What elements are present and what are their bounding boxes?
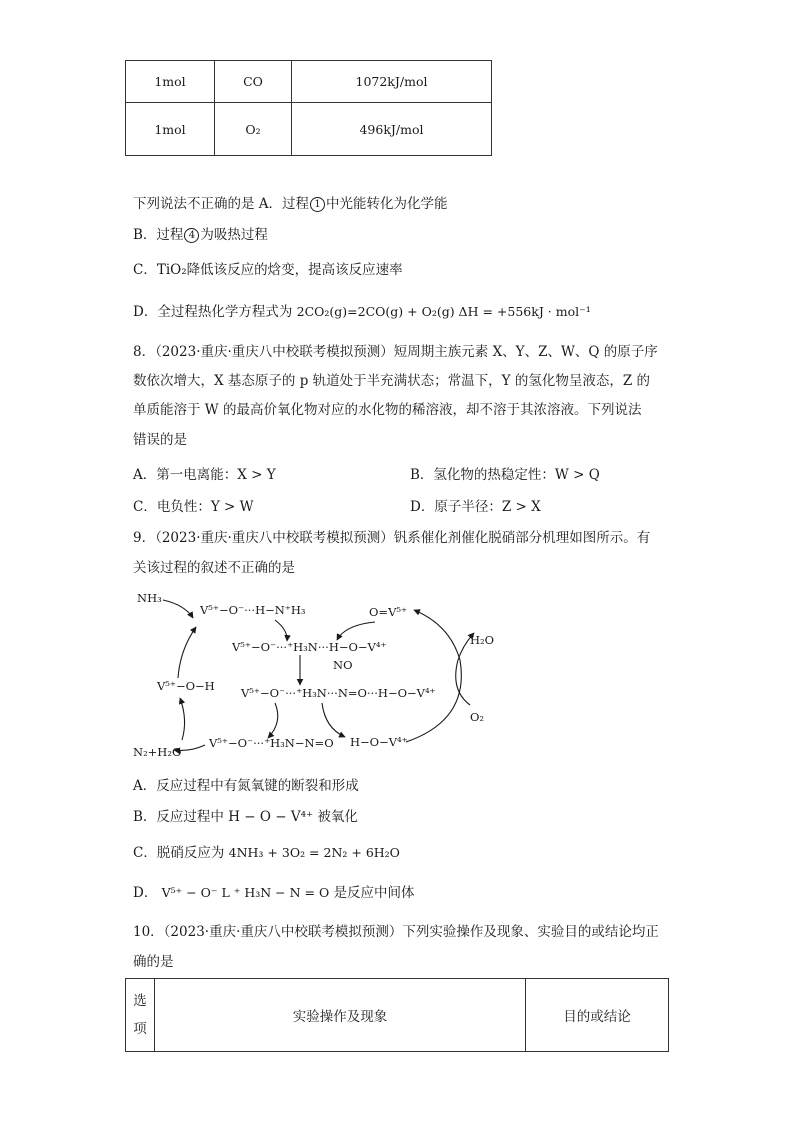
label-nh3: NH₃ <box>137 591 162 605</box>
label-h2o: H₂O <box>470 633 495 647</box>
cell-energy: 496kJ/mol <box>292 103 492 156</box>
q9-option-b: B．反应过程中 H − O − V⁴⁺ 被氧化 <box>133 809 358 825</box>
q8-option-a: A．第一电离能：X > Y <box>133 467 276 483</box>
q10-stem-line-1: 10．（2023·重庆·重庆八中校联考模拟预测）下列实验操作及现象、实验目的或结论均正 <box>133 924 659 940</box>
label-ov: O=V⁵⁺ <box>369 605 408 619</box>
q9-option-c-formula: 4NH₃ + 3O₂ = 2N₂ + 6H₂O <box>228 845 400 860</box>
label-state-1: V⁵⁺−O⁻···H−N⁺H₃ <box>200 603 306 617</box>
cell-amount: 1mol <box>126 103 215 156</box>
header-result: 目的或结论 <box>526 979 669 1052</box>
label-hov: H−O−V⁴⁺ <box>350 735 408 749</box>
label-voh: V⁵⁺−O−H <box>157 679 215 693</box>
q7-option-a-suffix: 中光能转化为化学能 <box>326 196 448 212</box>
label-o2: O₂ <box>470 710 485 724</box>
q9-option-a: A．反应过程中有氮氧键的断裂和形成 <box>133 778 359 794</box>
q8-stem-line-4: 错误的是 <box>133 432 187 448</box>
circled-number-icon: 4 <box>184 228 199 243</box>
q8-stem-line-2: 数依次增大，X 基态原子的 p 轨道处于半充满状态；常温下，Y 的氢化物呈液态，Z 的 <box>133 373 651 389</box>
experiment-table <box>125 978 669 1052</box>
q9-option-c <box>133 843 400 863</box>
header-option <box>126 979 155 1052</box>
q7-option-b-suffix: 为吸热过程 <box>200 227 268 243</box>
q9-stem-line-2: 关该过程的叙述不正确的是 <box>133 560 295 576</box>
q10-stem-line-2: 确的是 <box>133 954 174 970</box>
label-state-4: V⁵⁺−O⁻···⁺H₃N−N=O <box>209 736 334 750</box>
label-state-3: V⁵⁺−O⁻···⁺H₃N···N=O···H−O−V⁴⁺ <box>241 686 436 700</box>
cell-energy: 1072kJ/mol <box>292 61 492 103</box>
cell-amount: 1mol <box>126 61 215 103</box>
q8-stem-line-3: 单质能溶于 W 的最高价氧化物对应的水化物的稀溶液，却不溶于其浓溶液。下列说法 <box>133 402 642 418</box>
q8-option-d: D．原子半径：Z > X <box>410 499 541 515</box>
header-option-line-1: 选 <box>133 993 147 1009</box>
q7-option-b-prefix: B．过程 <box>133 227 184 243</box>
q8-stem-line-1: 8．（2023·重庆·重庆八中校联考模拟预测）短周期主族元素 X、Y、Z、W、Q 的原子序 <box>133 344 658 360</box>
label-state-2: V⁵⁺−O⁻···⁺H₃N···H−O−V⁴⁺ <box>232 640 387 654</box>
q8-option-b: B．氢化物的热稳定性：W > Q <box>410 467 600 483</box>
q9-option-d <box>133 883 415 903</box>
table-header-row <box>126 979 669 1052</box>
q7-stem: 下列说法不正确的是 <box>133 196 255 212</box>
q7-option-c: C．TiO₂降低该反应的焓变，提高该反应速率 <box>133 262 403 278</box>
q9-option-d-suffix: 是反应中间体 <box>333 885 415 901</box>
q8-option-c: C．电负性：Y > W <box>133 499 254 515</box>
q9-option-c-prefix: C．脱硝反应为 <box>133 845 225 861</box>
label-n2-h2o: N₂+H₂O <box>133 745 182 759</box>
q7-option-d-prefix: D．全过程热化学方程式为 <box>133 304 293 320</box>
q9-option-d-prefix: D． <box>133 885 158 901</box>
cell-substance: CO <box>215 61 292 103</box>
reaction-arrows <box>163 600 474 750</box>
cell-substance: O₂ <box>215 103 292 156</box>
q7-option-d-formula: 2CO₂(g)=2CO(g) + O₂(g) ΔH = +556kJ · mol⁻¹ <box>296 304 591 319</box>
q7-option-a-prefix: A．过程 <box>258 196 310 212</box>
circled-number-icon: 1 <box>310 197 325 212</box>
q9-option-d-formula: V⁵⁺ − O⁻ L ⁺ H₃N − N = O <box>161 885 330 900</box>
q9-stem-line-1: 9．（2023·重庆·重庆八中校联考模拟预测）钒系催化剂催化脱硝部分机理如图所示。有 <box>133 530 651 546</box>
header-option-line-2: 项 <box>133 1021 147 1037</box>
header-operation: 实验操作及现象 <box>155 979 526 1052</box>
label-no: NO <box>333 658 353 672</box>
